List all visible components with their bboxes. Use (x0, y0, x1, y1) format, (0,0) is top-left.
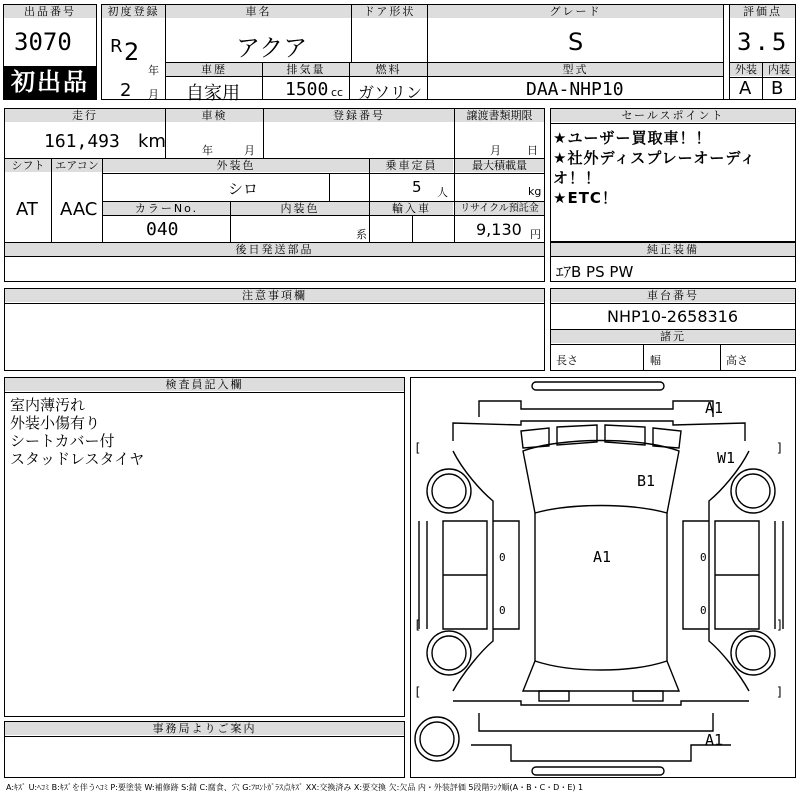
width-label: 幅 (650, 354, 661, 367)
door-label: ドア形状 (352, 5, 427, 18)
equipment-value: ｴｱB PS PW (556, 263, 634, 281)
fuel-label: 燃料 (350, 63, 427, 76)
bracket-mark: [ (414, 685, 422, 699)
bracket-mark: ] (776, 441, 784, 455)
grade-label: グレード (428, 5, 723, 18)
office-label: 事務局よりご案内 (5, 722, 404, 735)
model-value: DAA-NHP10 (526, 79, 624, 100)
legend-text: A:ｷｽﾞ U:ﾍｺﾐ B:ｷｽﾞを伴うﾍｺﾐ P:要塗装 W:補修跡 S:錆 C:腐食、穴 G:ﾌﾛﾝﾄｶﾞﾗｽ点ｷｽﾞ XX:交換済み X:要交換 欠:欠品 内・外装評価 5段階ﾗﾝｸ順(A・B・C・D・E) 1 (6, 783, 584, 792)
displacement-value: 1500 (285, 79, 329, 100)
damage-diagram (410, 377, 796, 778)
first-reg-label: 初度登録 (102, 5, 165, 18)
reg-year: 2 (124, 38, 140, 66)
later-parts-label: 後日発送部品 (5, 243, 544, 256)
int-color-label: 内装色 (231, 202, 369, 215)
capacity-label: 乗車定員 (370, 159, 453, 172)
recycle-unit: 円 (530, 228, 541, 241)
mileage-label: 走行 (5, 109, 165, 122)
displacement-label: 排気量 (263, 63, 349, 76)
lot-label: 出品番号 (4, 5, 96, 18)
mileage-value: 161,493 (44, 131, 120, 152)
fuel-value: ガソリン (358, 83, 423, 102)
exterior-label: 外装 (730, 63, 762, 76)
car-outline-diagram (411, 378, 795, 777)
ext-color-value: シロ (228, 180, 259, 198)
bracket-mark: [ (414, 441, 422, 455)
inspector-note: シートカバー付 (10, 432, 115, 450)
small-mark: 0 (499, 551, 506, 564)
recycle-label: リサイクル預託金 (455, 202, 544, 215)
damage-mark: A1 (593, 548, 612, 566)
inspection-month-unit: 月 (244, 144, 255, 157)
shift-value: AT (16, 199, 38, 220)
inspector-note: スタッドレスタイヤ (10, 450, 145, 468)
exterior-grade: A (739, 78, 752, 99)
transfer-month-unit: 月 (490, 144, 501, 157)
max-load-label: 最大積載量 (455, 159, 544, 172)
color-no-value: 040 (146, 219, 179, 240)
info-grid (4, 108, 545, 243)
small-mark: 0 (499, 604, 506, 617)
bracket-mark: [ (414, 618, 422, 632)
damage-mark: W1 (717, 449, 736, 467)
notes-label: 注意事項欄 (5, 289, 544, 302)
grade-value: S (568, 28, 584, 56)
first-listing-badge: 初出品 (4, 66, 96, 99)
chassis-value: NHP10-2658316 (607, 307, 739, 326)
history-label: 車歴 (166, 63, 262, 76)
color-no-label: カラーNo. (103, 202, 230, 215)
sales-points-label: セールスポイント (551, 109, 795, 122)
inspection-year-unit: 年 (202, 144, 213, 157)
recycle-value: 9,130 (476, 220, 522, 239)
car-name-label: 車名 (166, 5, 351, 18)
ac-label: エアコン (52, 159, 102, 172)
capacity-value: 5 (412, 178, 422, 196)
transfer-deadline-label: 譲渡書類期限 (455, 109, 544, 122)
max-load-unit: kg (528, 185, 542, 198)
reg-number-label: 登録番号 (264, 109, 454, 122)
inspection-label: 車検 (166, 109, 263, 122)
ext-color-label: 外装色 (103, 159, 369, 172)
damage-mark: A1 (705, 399, 724, 417)
small-mark: 0 (700, 551, 707, 564)
transfer-day-unit: 日 (527, 144, 538, 157)
history-value: 自家用 (186, 83, 240, 104)
length-label: 長さ (556, 354, 578, 367)
model-label: 型式 (428, 63, 723, 76)
small-mark: 0 (700, 604, 707, 617)
sales-point: ★社外ディスプレーオーディオ！！ (553, 149, 757, 187)
reg-month: 2 (120, 80, 132, 101)
equipment-label: 純正装備 (551, 243, 795, 256)
score-value: 3.5 (737, 28, 790, 56)
lot-number: 3070 (14, 28, 72, 56)
score-label: 評価点 (730, 5, 795, 18)
damage-mark: B1 (637, 472, 656, 490)
car-name: アクア (236, 34, 308, 62)
displacement-unit: cc (331, 86, 344, 99)
shift-label: シフト (5, 159, 51, 172)
year-unit: 年 (148, 64, 159, 77)
bracket-mark: ] (776, 685, 784, 699)
sales-point: ★ETC！ (553, 189, 618, 207)
interior-label: 内装 (763, 63, 795, 76)
ac-value: AAC (60, 199, 98, 220)
capacity-unit: 人 (437, 186, 448, 199)
int-color-unit: 系 (356, 228, 367, 241)
dims-label: 諸元 (551, 330, 795, 343)
chassis-label: 車台番号 (551, 289, 795, 302)
sales-point: ★ユーザー買取車！！ (553, 129, 712, 147)
bracket-mark: ] (776, 618, 784, 632)
damage-mark: A1 (705, 731, 724, 749)
interior-grade: B (771, 78, 784, 99)
mileage-unit: km (138, 131, 166, 152)
inspector-note: 外装小傷有り (10, 414, 101, 432)
import-label: 輸入車 (370, 202, 453, 215)
inspector-notes (10, 396, 144, 468)
era-mark: R (110, 36, 123, 57)
height-label: 高さ (726, 354, 748, 367)
month-unit: 月 (148, 88, 159, 101)
inspector-note: 室内薄汚れ (10, 396, 86, 414)
sales-points-list (553, 128, 800, 208)
inspector-label: 検査員記入欄 (5, 378, 404, 391)
